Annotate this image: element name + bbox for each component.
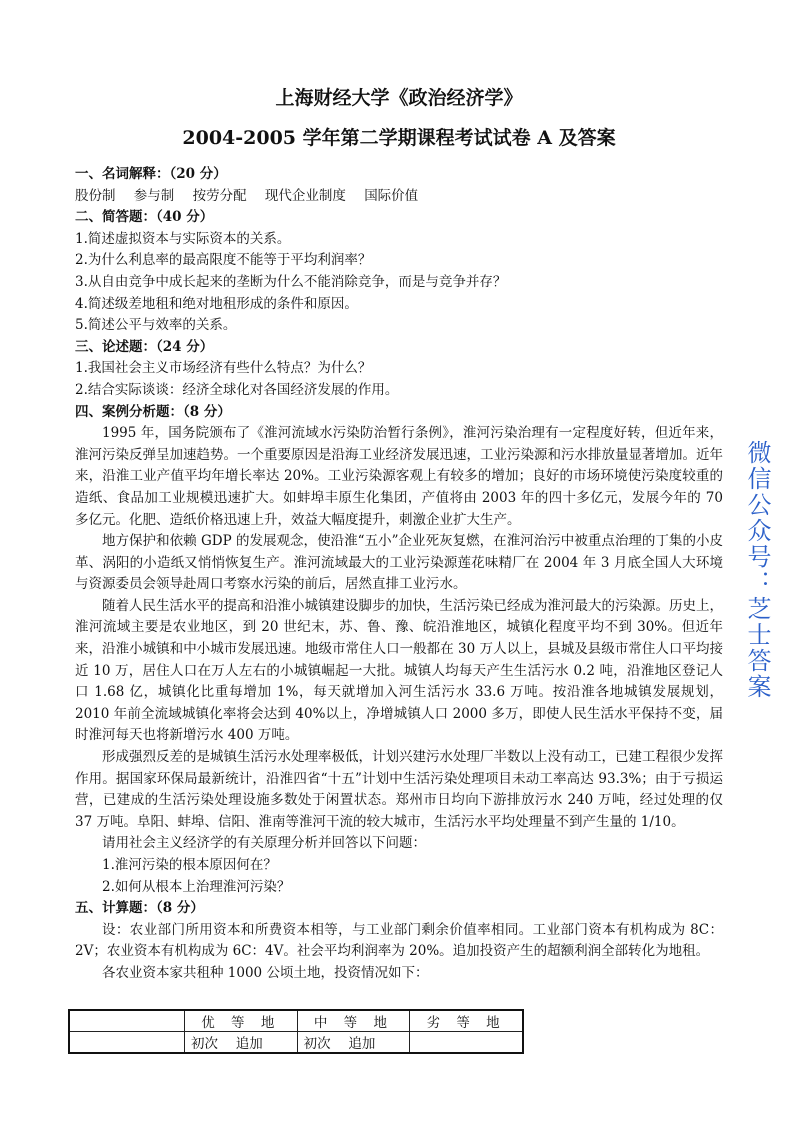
document-subtitle: 2004-2005 学年第二学期课程考试试卷 A 及答案 xyxy=(182,127,616,149)
investment-table xyxy=(68,1009,524,1054)
document-title: 上海财经大学《政治经济学》 xyxy=(275,87,523,109)
section-heading: 一、名词解释：（20 分） xyxy=(75,166,227,182)
table-header: 劣 等 地 xyxy=(410,1010,523,1032)
table-header: 优 等 地 xyxy=(185,1010,298,1032)
question: 3.从自由竞争中成长起来的垄断为什么不能消除竞争，而是与竞争并存？ xyxy=(75,273,507,290)
table-header-row xyxy=(69,1010,523,1032)
case-paragraph: 地方保护和依赖 GDP 的发展观念，使沿淮“五小”企业死灰复燃，在淮河治污中被重点治理的丁集的小皮革、涡阳的小造纸又悄悄恢复生产。淮河流域最大的工业污染源莲花味精厂在 2004 年 3 月底全国人大环境与资源委员会领导赴周口考察水污染的前后，居然直排工业污水。 xyxy=(75,533,723,593)
term: 国际价值 xyxy=(364,187,419,204)
question: 2.为什么利息率的最高限度不能等于平均利润率？ xyxy=(75,252,372,269)
table-header: 中 等 地 xyxy=(297,1010,410,1032)
term-list xyxy=(75,186,723,208)
calc-paragraph: 设：农业部门所用资本和所费资本相等，与工业部门剩余价值率相同。工业部门资本有机构成为 8C：2V；农业资本有机构成为 6C：4V。社会平均利润率为 20%。追加投资产生的超额利润全部转化为地租。 xyxy=(75,921,723,960)
term: 按劳分配 xyxy=(192,187,247,204)
section-heading: 四、案例分析题：（8 分） xyxy=(75,403,231,420)
document-page xyxy=(75,78,723,1054)
section-heading: 二、简答题：（40 分） xyxy=(75,209,214,226)
handwritten-watermark: 微信公众号：芝士答案 xyxy=(743,440,771,700)
table-cell xyxy=(69,1031,185,1053)
question: 1.简述虚拟资本与实际资本的关系。 xyxy=(75,230,291,247)
table-cell xyxy=(410,1031,523,1053)
question: 1.淮河污染的根本原因何在？ xyxy=(102,857,277,873)
question: 4.简述级差地租和绝对地租形成的条件和原因。 xyxy=(75,295,358,312)
case-prompt: 请用社会主义经济学的有关原理分析并回答以下问题： xyxy=(102,835,426,852)
case-paragraph: 形成强烈反差的是城镇生活污水处理率极低，计划兴建污水处理厂半数以上没有动工，已建工程很少发挥作用。据国家环保局最新统计，沿淮四省“十五”计划中生活污染处理项目未动工率高达 93.3%；由于亏损运营，已建成的生活污染处理设施多数处于闲置状态。郑州市日均向下游排放污水 240 万吨，经过处理的仅 37 万吨。阜阳、蚌埠、信阳、淮南等淮河干流的较大城市，生活污水平均处理量不到产生量的 1/10。 xyxy=(75,749,723,830)
question: 2.结合实际谈谈：经济全球化对各国经济发展的作用。 xyxy=(75,381,399,398)
table-cell: 初次 追加 xyxy=(297,1031,410,1053)
question: 2.如何从根本上治理淮河污染？ xyxy=(102,878,291,895)
section-heading: 五、计算题：（8 分） xyxy=(75,900,204,917)
calc-paragraph: 各农业资本家共租种 1000 公顷土地，投资情况如下： xyxy=(102,964,429,981)
table-cell xyxy=(69,1010,185,1032)
question: 1.我国社会主义市场经济有些什么特点？为什么？ xyxy=(75,360,372,377)
section-heading: 三、论述题：（24 分） xyxy=(75,338,214,355)
table-row xyxy=(69,1031,523,1053)
term: 参与制 xyxy=(133,187,175,204)
case-paragraph: 1995 年，国务院颁布了《淮河流域水污染防治暂行条例》，淮河污染治理有一定程度好转，但近年来，淮河污染反弹呈加速趋势。一个重要原因是沿海工业经济发展迅速，工业污染源和污水排放量显著增加。近年来，沿淮工业产值平均年增长率达 20%。工业污染源客观上有较多的增加；良好的市场环境使污染度较重的造纸、食品加工业规模迅速扩大。如蚌埠丰原生化集团，产值将由 2003 年的四十多亿元，发展今年的 70 多亿元。化肥、造纸价格迅速上升，效益大幅度提升，刺激企业扩大生产。 xyxy=(75,425,723,528)
table-cell: 初次 追加 xyxy=(185,1031,298,1053)
term: 股份制 xyxy=(75,187,116,204)
question: 5.简述公平与效率的关系。 xyxy=(75,317,237,334)
case-paragraph: 随着人民生活水平的提高和沿淮小城镇建设脚步的加快，生活污染已经成为淮河最大的污染源。历史上，淮河流域主要是农业地区，到 20 世纪末，苏、鲁、豫、皖沿淮地区，城镇化程度平均不到 30%。但近年来，沿淮小城镇和中小城市发展迅速。地级市常住人口一般都在 30 万人以上，县城及县级市常住人口平均接近 10 万，居住人口在万人左右的小城镇崛起一大批。城镇人均每天产生生活污水 0.2 吨，沿淮地区登记人口 1.68 亿，城镇化比重每增加 1%，每天就增加入河生活污水 33.6 万吨。按沿淮各地城镇发展规划，2010 年前全流域城镇化率将会达到 40%以上，净增城镇人口 2000 多万，即使人民生活水平保持不变，届时淮河每天也将新增污水 400 万吨。 xyxy=(75,597,723,744)
term: 现代企业制度 xyxy=(264,187,346,204)
